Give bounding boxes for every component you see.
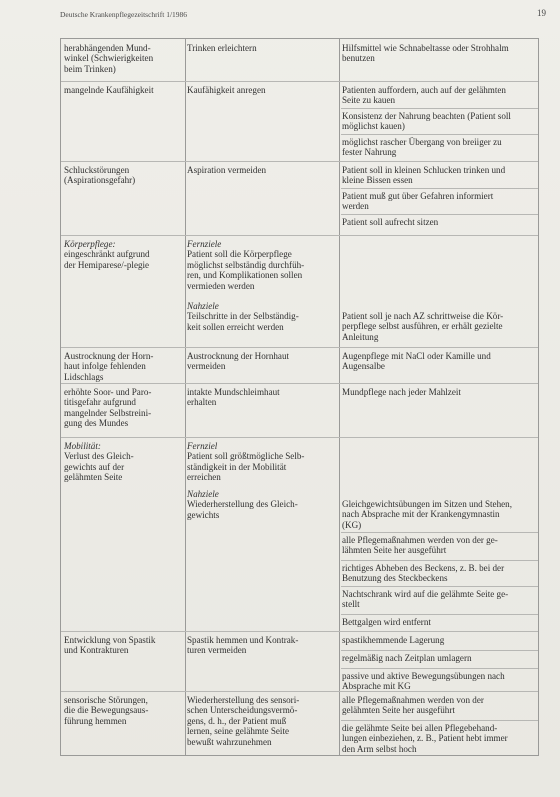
- cell-line: beim Trinken): [64, 63, 116, 74]
- goal-cell: [187, 301, 299, 332]
- cell-line: der Hemiparese/-plegie: [64, 259, 150, 270]
- cell-line: gelähmten Seite: [64, 472, 123, 483]
- cell-line: Nachtschrank wird auf die gelähmte Seite ge-: [342, 589, 509, 599]
- measure-cell: [342, 589, 508, 610]
- cell-line: keit sollen erreicht werden: [187, 321, 284, 332]
- cell-line: Patient soll die Körperpflege: [187, 249, 292, 260]
- measure-cell: [342, 671, 505, 692]
- row-separator: [61, 631, 538, 632]
- cell-line: gens, d. h., der Patient muß: [187, 715, 287, 726]
- cell-line: richtiges Abheben des Beckens, z. B. bei der: [342, 563, 505, 573]
- cell-line: ständigkeit in der Mobilität: [187, 461, 287, 472]
- cell-line: ren, und Komplikationen sollen: [187, 270, 303, 281]
- cell-line: den Arm selbst hoch: [342, 743, 417, 754]
- cell-line: Nahziele: [187, 489, 219, 499]
- cell-line: Schluckstörungen: [64, 165, 130, 175]
- cell-line: spastikhemmende Lagerung: [342, 635, 445, 645]
- measure-cell: [342, 535, 498, 556]
- cell-line: Wiederherstellung des sensori-: [187, 695, 300, 705]
- measure-separator: [341, 532, 538, 533]
- row-separator: [61, 235, 538, 236]
- cell-line: gelähmten Seite her ausgeführt: [342, 705, 455, 716]
- cell-line: sensorische Störungen,: [64, 695, 148, 705]
- cell-line: haut infolge fehlenden: [64, 361, 146, 372]
- goal-cell: [187, 387, 280, 408]
- measure-cell: [342, 387, 461, 397]
- cell-line: Benutzung des Steckbeckens: [342, 573, 448, 584]
- problem-cell: [64, 351, 153, 382]
- cell-line: kleine Bissen essen: [342, 175, 413, 186]
- measure-separator: [341, 134, 538, 135]
- measure-separator: [341, 560, 538, 561]
- goal-cell: [187, 351, 289, 372]
- cell-line: Spastik hemmen und Kontrak-: [187, 635, 299, 645]
- cell-line: lernen, seine gelähmte Seite: [187, 726, 290, 737]
- cell-line: Augenpflege mit NaCl oder Kamille und: [342, 351, 491, 361]
- cell-line: alle Pflegemaßnahmen werden von der ge-: [342, 535, 498, 545]
- cell-line: bewußt wahrzunehmen: [187, 736, 272, 747]
- cell-line: Fernziele: [187, 239, 222, 249]
- problem-cell: [64, 441, 134, 483]
- cell-line: Kaufähigkeit anregen: [187, 85, 266, 95]
- cell-line: winkel (Schwierigkeiten: [64, 53, 154, 64]
- cell-line: und Kontrakturen: [64, 645, 129, 656]
- cell-line: die die Bewegungsaus-: [64, 705, 149, 716]
- measure-separator: [341, 650, 538, 651]
- measure-cell: [342, 635, 444, 645]
- cell-line: Wiederherstellung des Gleich-: [187, 499, 298, 510]
- cell-line: fester Nahrung: [342, 147, 397, 158]
- row-separator: [61, 437, 538, 438]
- measure-cell: [342, 723, 508, 754]
- problem-cell: [64, 43, 153, 74]
- cell-line: die gelähmte Seite bei allen Pflegebehand-: [342, 723, 498, 733]
- cell-line: Mobilität:: [64, 441, 101, 451]
- cell-line: möglichst rascher Übergang von breiiger zu: [342, 137, 502, 147]
- cell-line: alle Pflegemaßnahmen werden von der: [342, 695, 484, 705]
- cell-line: lungen einbeziehen, z. B., Patient hebt immer: [342, 733, 508, 744]
- measure-separator: [341, 720, 538, 721]
- measure-cell: [342, 191, 493, 212]
- page-header: [60, 8, 546, 22]
- cell-line: benutzen: [342, 53, 375, 64]
- goal-cell: [187, 441, 304, 483]
- measure-cell: [342, 695, 484, 716]
- measure-cell: [342, 111, 511, 132]
- cell-line: Teilschritte in der Selbständig-: [187, 311, 299, 322]
- goal-cell: [187, 635, 298, 656]
- cell-line: Patient muß gut über Gefahren informiert: [342, 191, 494, 201]
- problem-cell: [64, 635, 155, 656]
- cell-line: erhöhte Soor- und Paro-: [64, 387, 152, 397]
- cell-line: turen vermeiden: [187, 645, 247, 656]
- cell-line: Anleitung: [342, 331, 379, 342]
- cell-line: Konsistenz der Nahrung beachten (Patient soll: [342, 111, 511, 121]
- cell-line: Hilfsmittel wie Schnabeltasse oder Strohhalm: [342, 43, 509, 53]
- cell-line: Fernziel: [187, 441, 218, 451]
- cell-line: Verlust des Gleich-: [64, 451, 134, 462]
- measure-cell: [342, 137, 502, 158]
- cell-line: möglichst kauen): [342, 121, 405, 132]
- cell-line: erhalten: [187, 397, 217, 408]
- cell-line: erreichen: [187, 472, 221, 483]
- measure-separator: [341, 586, 538, 587]
- cell-line: Aspiration vermeiden: [187, 165, 267, 175]
- cell-line: Absprache mit KG: [342, 681, 411, 692]
- problem-cell: [64, 165, 135, 186]
- cell-line: Patient soll aufrecht sitzen: [342, 217, 439, 227]
- cell-line: gewichts: [187, 509, 220, 520]
- cell-line: gewichts auf der: [64, 461, 125, 472]
- cell-line: herabhängenden Mund-: [64, 43, 151, 53]
- measure-separator: [341, 108, 538, 109]
- cell-line: perpflege selbst ausführen, er erhält gezielte: [342, 321, 503, 332]
- cell-line: Trinken erleichtern: [187, 43, 257, 53]
- measure-cell: [342, 351, 491, 372]
- cell-line: (KG): [342, 519, 362, 530]
- cell-line: Nahziele: [187, 301, 219, 311]
- cell-line: vermieden werden: [187, 280, 255, 291]
- problem-cell: [64, 695, 148, 726]
- cell-line: vermeiden: [187, 361, 226, 372]
- goal-cell: [187, 85, 266, 95]
- journal-title: Deutsche Krankenpflegezeitschrift 1/1986: [60, 10, 188, 19]
- row-separator: [61, 161, 538, 162]
- goal-cell: [187, 489, 298, 520]
- cell-line: Mundpflege nach jeder Mahlzeit: [342, 387, 461, 397]
- cell-line: Patient soll größtmögliche Selb-: [187, 451, 305, 462]
- cell-line: möglichst selbständig durchfüh-: [187, 259, 305, 270]
- cell-line: führung hemmen: [64, 715, 127, 726]
- problem-cell: [64, 85, 154, 95]
- goal-cell: [187, 43, 257, 53]
- cell-line: Patient soll je nach AZ schrittweise die Kör-: [342, 311, 504, 321]
- cell-line: Patienten auffordern, auch auf der gelähmten: [342, 85, 506, 95]
- cell-line: Entwicklung von Spastik: [64, 635, 156, 645]
- column-divider: [185, 39, 186, 755]
- problem-cell: [64, 387, 151, 429]
- cell-line: passive und aktive Bewegungsübungen nach: [342, 671, 505, 681]
- measure-cell: [342, 217, 438, 227]
- measure-cell: [342, 563, 504, 584]
- cell-line: Patient soll in kleinen Schlucken trinken und: [342, 165, 506, 175]
- measure-separator: [341, 188, 538, 189]
- goal-cell: [187, 165, 266, 175]
- cell-line: mangelnde Kaufähigkeit: [64, 85, 154, 95]
- measure-cell: [342, 499, 512, 530]
- cell-line: Augensalbe: [342, 361, 385, 372]
- care-plan-table: [60, 38, 539, 756]
- cell-line: lähmten Seite her ausgeführt: [342, 545, 447, 556]
- cell-line: Bettgalgen wird entfernt: [342, 617, 431, 627]
- cell-line: Körperpflege:: [64, 239, 116, 249]
- cell-line: titisgefahr aufgrund: [64, 397, 136, 408]
- cell-line: intakte Mundschleimhaut: [187, 387, 280, 397]
- row-separator: [61, 81, 538, 82]
- cell-line: werden: [342, 201, 369, 212]
- cell-line: schen Unterscheidungsvermö-: [187, 705, 298, 716]
- cell-line: gung des Mundes: [64, 418, 129, 429]
- measure-separator: [341, 214, 538, 215]
- cell-line: Gleichgewichtsübungen im Sitzen und Stehen,: [342, 499, 512, 509]
- measure-cell: [342, 165, 505, 186]
- cell-line: mangelnder Selbstreini-: [64, 407, 152, 418]
- cell-line: nach Absprache mit der Krankengymnastin: [342, 509, 500, 520]
- row-separator: [61, 383, 538, 384]
- problem-cell: [64, 239, 150, 270]
- cell-line: Seite zu kauen: [342, 95, 396, 106]
- measure-cell: [342, 85, 506, 106]
- page-number: 19: [537, 8, 546, 18]
- goal-cell: [187, 239, 304, 291]
- cell-line: (Aspirationsgefahr): [64, 175, 136, 186]
- measure-cell: [342, 653, 472, 663]
- measure-cell: [342, 311, 503, 342]
- cell-line: regelmäßig nach Zeitplan umlagern: [342, 653, 472, 663]
- row-separator: [61, 347, 538, 348]
- measure-separator: [341, 614, 538, 615]
- cell-line: eingeschränkt aufgrund: [64, 249, 150, 260]
- measure-separator: [341, 668, 538, 669]
- cell-line: stellt: [342, 599, 360, 610]
- measure-cell: [342, 43, 509, 64]
- goal-cell: [187, 695, 299, 747]
- cell-line: Lidschlags: [64, 371, 104, 382]
- cell-line: Austrocknung der Horn-: [64, 351, 154, 361]
- measure-cell: [342, 617, 431, 627]
- column-divider: [339, 39, 340, 755]
- cell-line: Austrocknung der Hornhaut: [187, 351, 290, 361]
